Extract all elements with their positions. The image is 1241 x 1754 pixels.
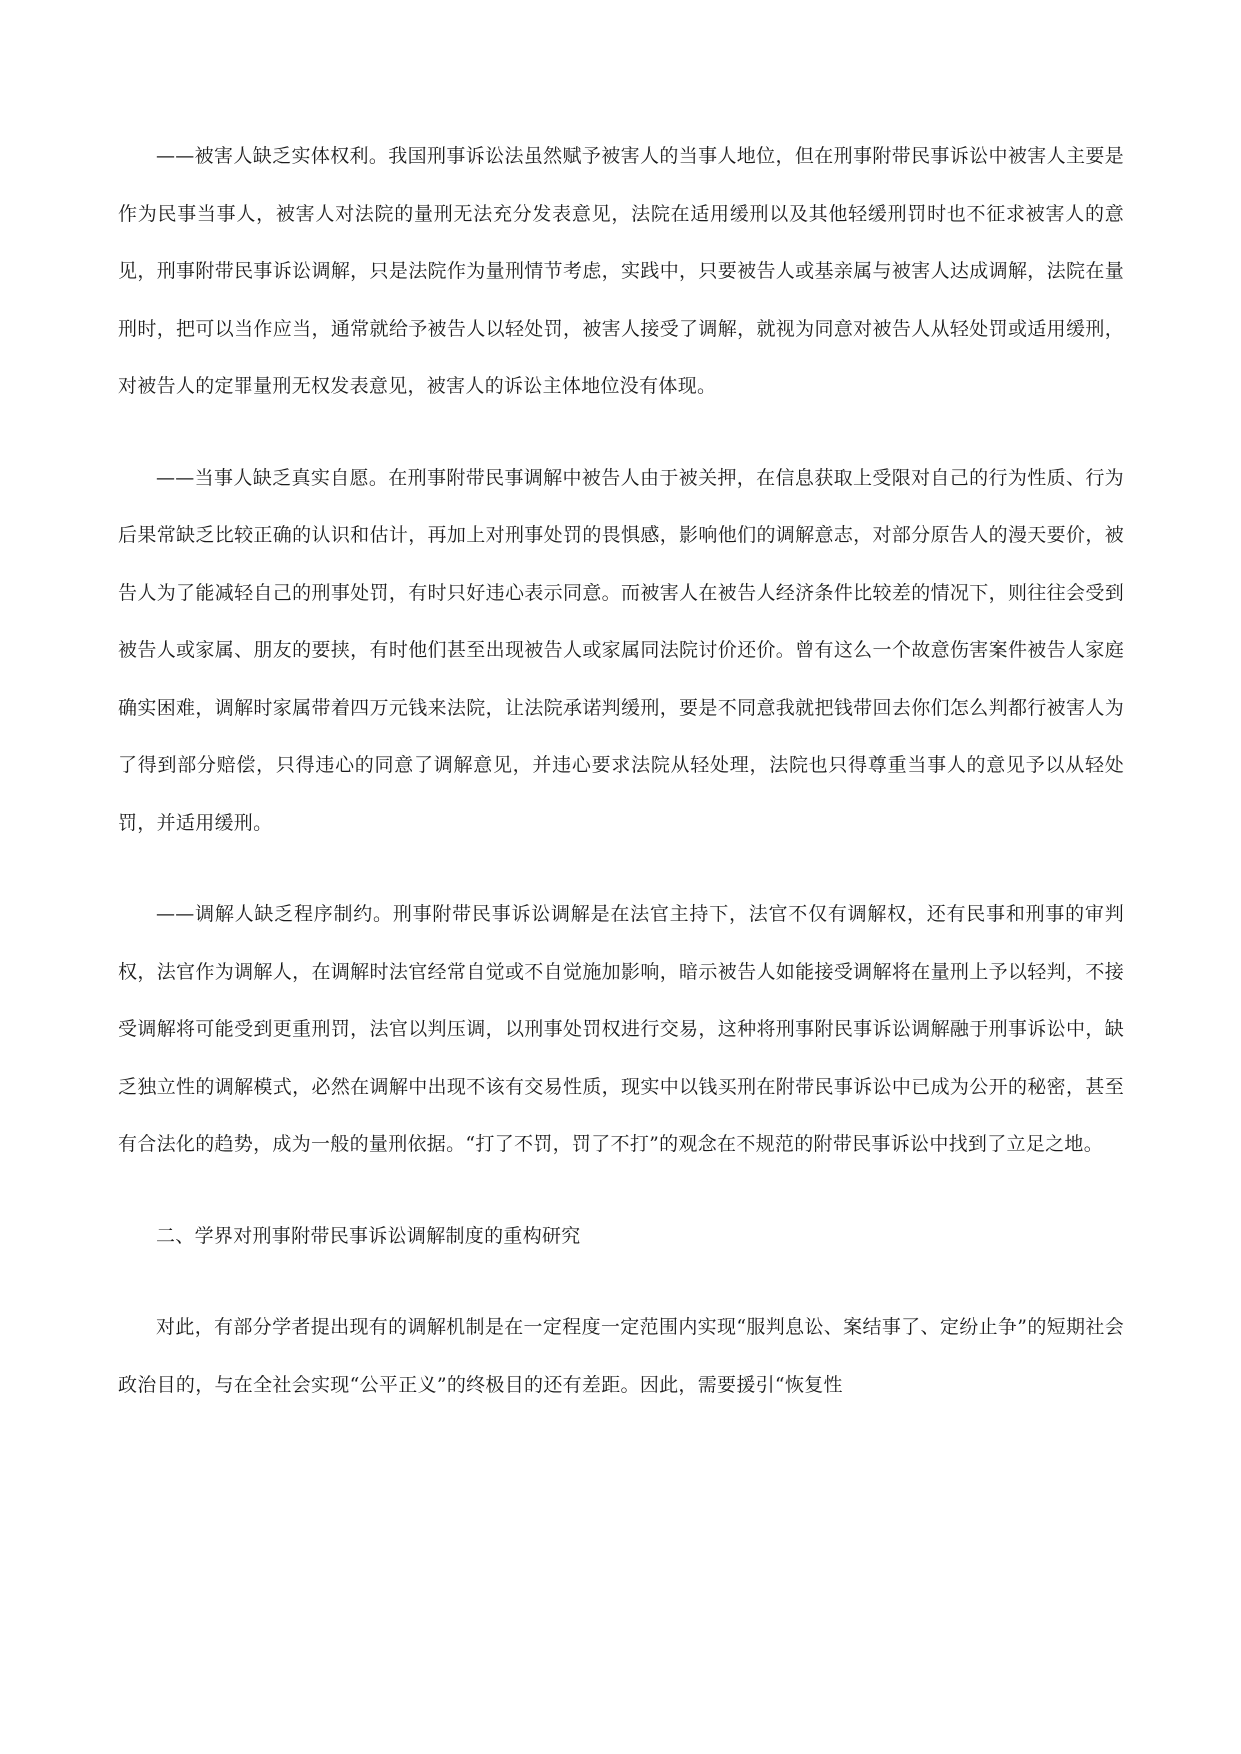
section-heading: 二、学界对刑事附带民事诉讼调解制度的重构研究 — [156, 1224, 581, 1247]
paragraph-scholar-research: 对此，有部分学者提出现有的调解机制是在一定程度一定范围内实现“服判息讼、案结事了、定纷止争”的短期社会政治目的，与在全社会实现“公平正义”的终极目的还有差距。因此，需要援引“恢复性 — [118, 1316, 1124, 1396]
paragraph-mediator-constraints: ——调解人缺乏程序制约。刑事附带民事诉讼调解是在法官主持下，法官不仅有调解权，还有民事和刑事的审判权，法官作为调解人，在调解时法官经常自觉或不自觉施加影响，暗示被告人如能接受调解将在量刑上予以轻判，不接受调解将可能受到更重刑罚，法官以判压调，以刑事处罚权进行交易，这种将刑事附民事诉讼调解融于刑事诉讼中，缺乏独立性的调解模式，必然在调解中出现不该有交易性质，现实中以钱买刑在附带民事诉讼中已成为公开的秘密，甚至有合法化的趋势，成为一般的量刑依据。“打了不罚，罚了不打”的观念在不规范的附带民事诉讼中找到了立足之地。 — [118, 903, 1124, 1155]
paragraph-victim-rights: ——被害人缺乏实体权利。我国刑事诉讼法虽然赋予被害人的当事人地位，但在刑事附带民事诉讼中被害人主要是作为民事当事人，被害人对法院的量刑无法充分发表意见，法院在适用缓刑以及其他轻缓刑罚时也不征求被害人的意见，刑事附带民事诉讼调解，只是法院作为量刑情节考虑，实践中，只要被告人或基亲属与被害人达成调解，法院在量刑时，把可以当作应当，通常就给予被告人以轻处罚，被害人接受了调解，就视为同意对被告人从轻处罚或适用缓刑，对被告人的定罪量刑无权发表意见，被害人的诉讼主体地位没有体现。 — [118, 145, 1124, 397]
paragraph-party-willingness: ——当事人缺乏真实自愿。在刑事附带民事调解中被告人由于被关押，在信息获取上受限对自己的行为性质、行为后果常缺乏比较正确的认识和估计，再加上对刑事处罚的畏惧感，影响他们的调解意志，对部分原告人的漫天要价，被告人为了能减轻自己的刑事处罚，有时只好违心表示同意。而被害人在被告人经济条件比较差的情况下，则往往会受到被告人或家属、朋友的要挟，有时他们甚至出现被告人或家属同法院讨价还价。曾有这么一个故意伤害案件被告人家庭确实困难，调解时家属带着四万元钱来法院，让法院承诺判缓刑，要是不同意我就把钱带回去你们怎么判都行被害人为了得到部分赔偿，只得违心的同意了调解意见，并违心要求法院从轻处理，法院也只得尊重当事人的意见予以从轻处罚，并适用缓刑。 — [118, 466, 1124, 834]
document-body — [118, 128, 1124, 1414]
